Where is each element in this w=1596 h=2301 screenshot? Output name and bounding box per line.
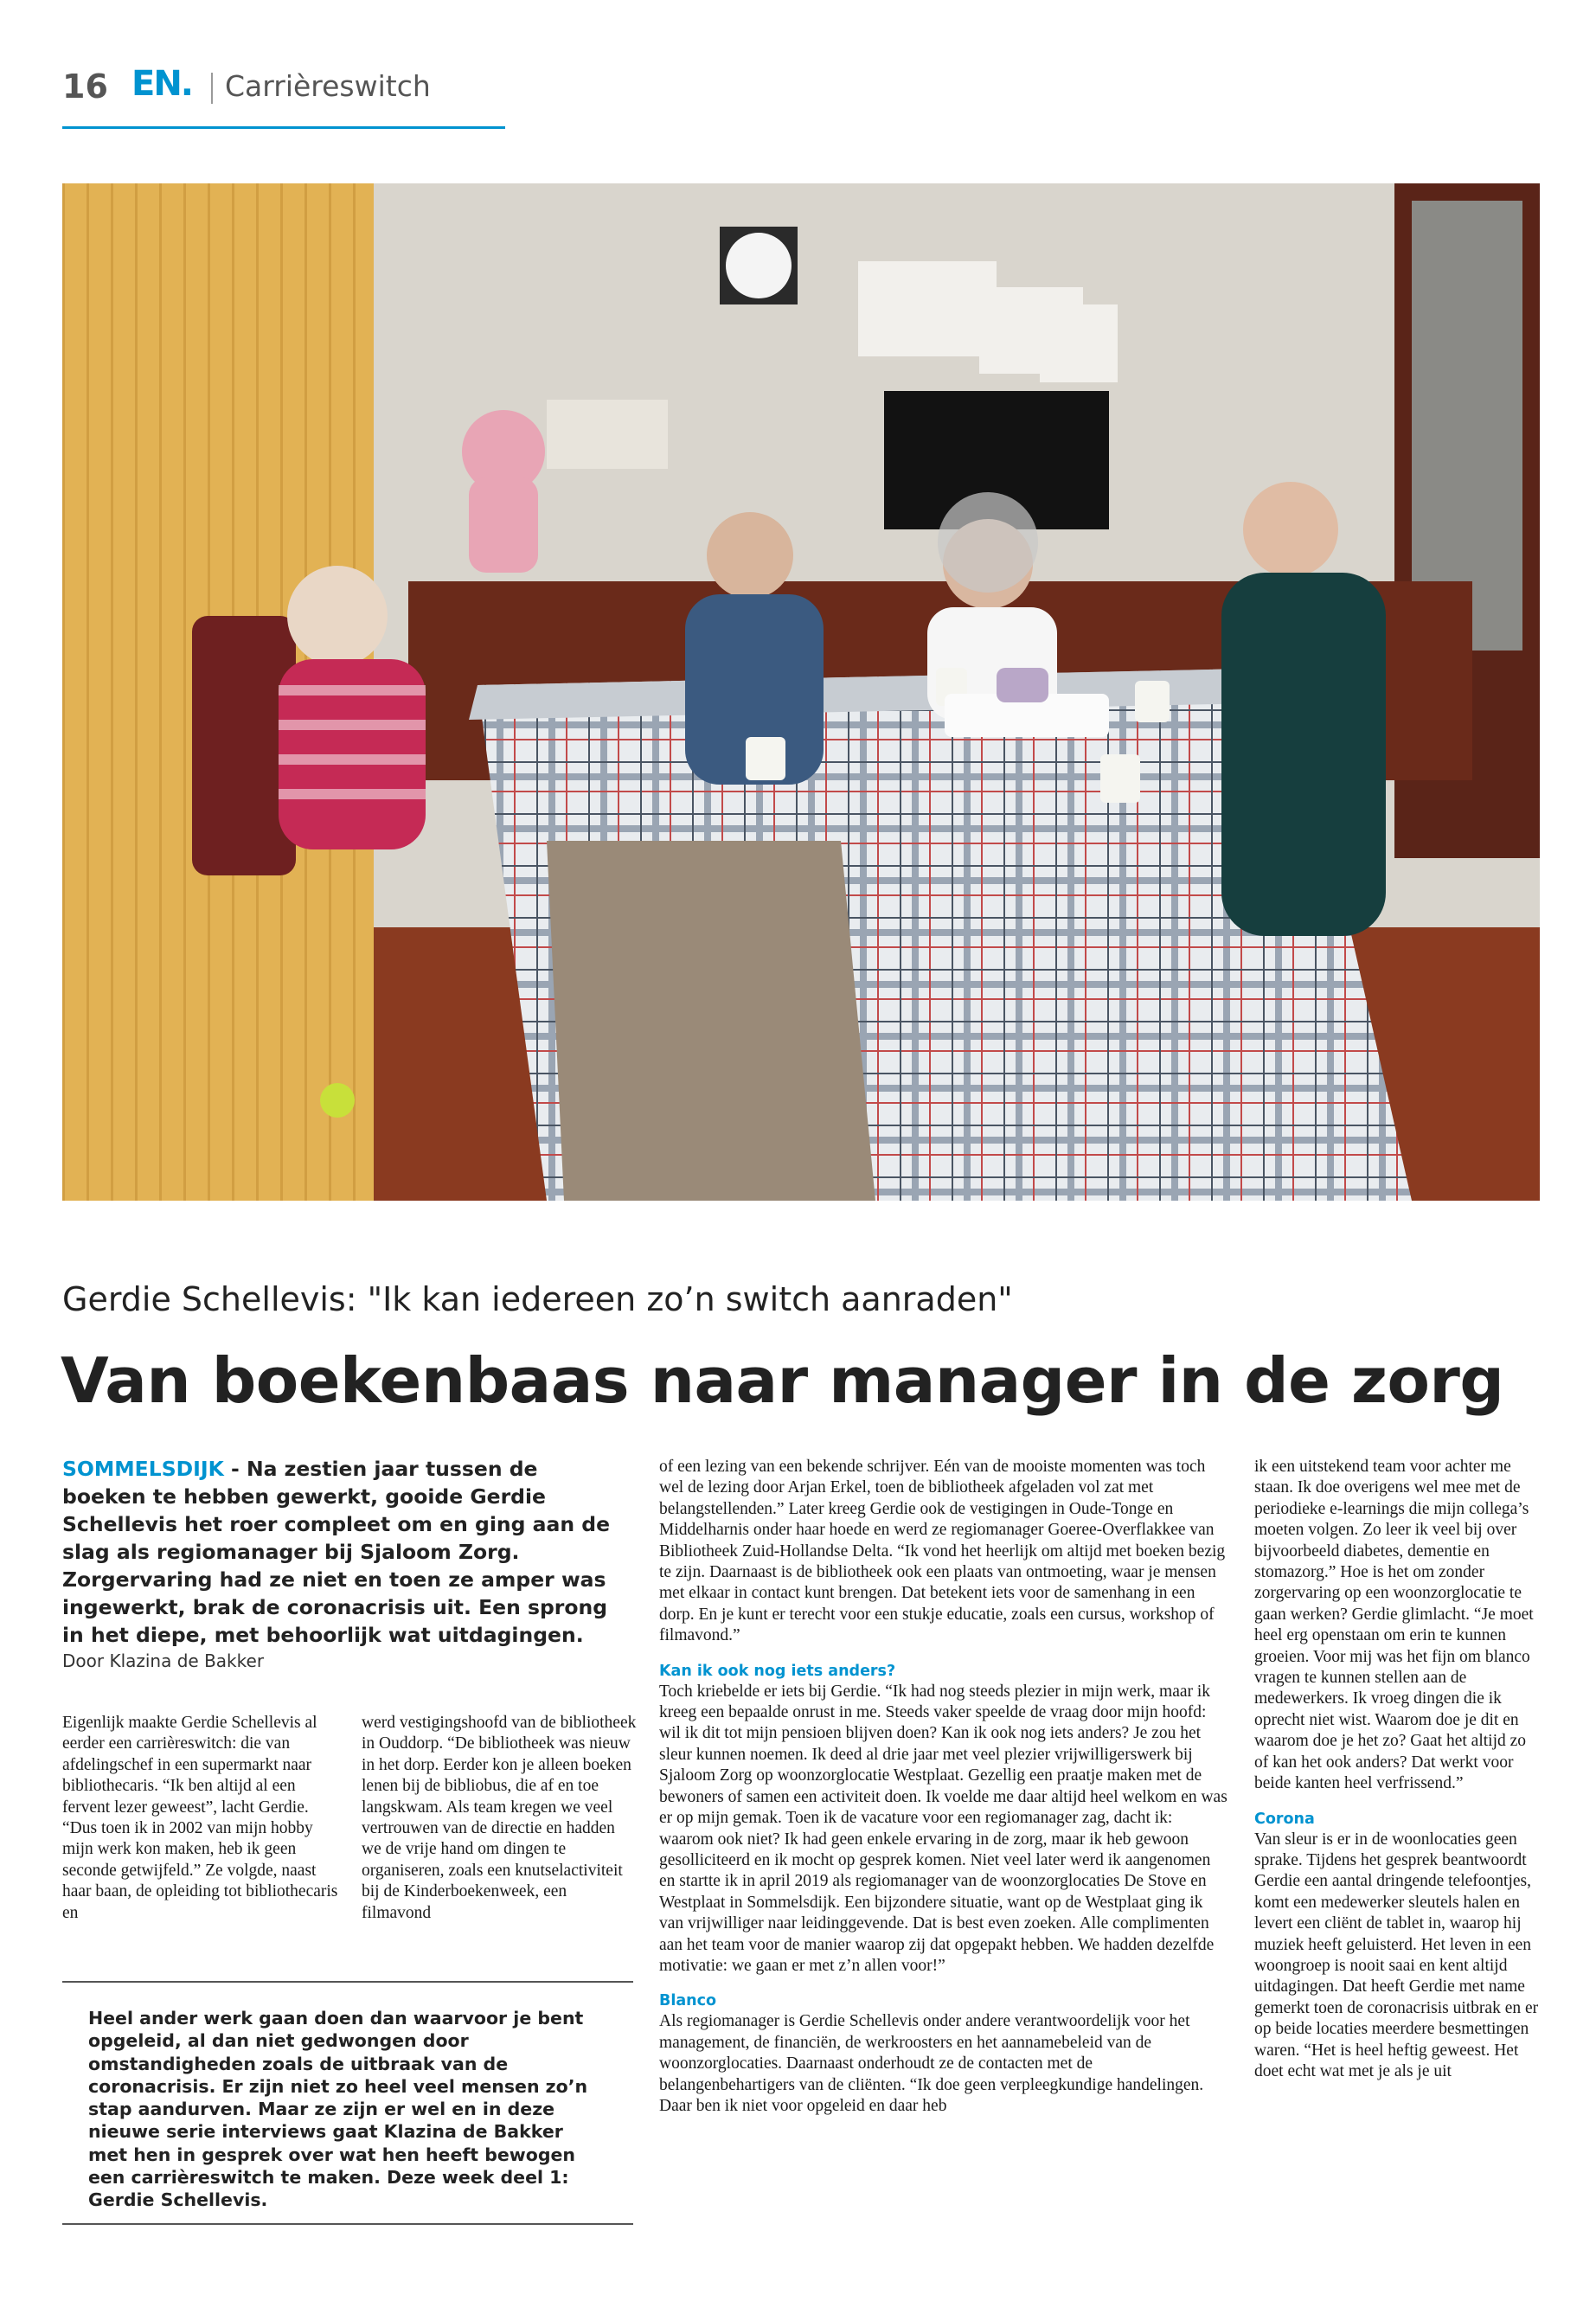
byline: Door Klazina de Bakker xyxy=(62,1650,265,1671)
box-rule-top xyxy=(62,1981,633,1983)
lead-place: SOMMELSDIJK xyxy=(62,1457,224,1481)
photo-dining-room-scene xyxy=(62,183,1540,1201)
body-column-1 xyxy=(62,1713,339,1924)
publication-logo: EN. xyxy=(131,64,192,104)
subheading-kan-ik: Kan ik ook nog iets anders? xyxy=(659,1662,896,1680)
subheading-blanco: Blanco xyxy=(659,1992,717,2010)
page-number: 16 xyxy=(62,67,108,106)
header-separator xyxy=(211,73,213,104)
col4-paragraph-1: ik een uitstekend team voor achter me staan. Ik doe overigens wel mee met de periodieke e-learnings die mijn collega’s moeten volgen. Zo leer ik veel bij over bijvoorbeeld diabetes, dementie en stomazorg.” Hoe is het om zonder zorgervaring op een woonzorglocatie te gaan werken? Gerdie glimlacht. “Je moet heel erg openstaan om erin te kunnen groeien. Voor mij was het fijn om blanco vragen te kunnen stellen aan de medewerkers. Ik vroeg dingen die ik oprecht niet wist. Waarom doe je dit en waarom doe je het zo? Gaat het altijd zo of kan het ook anders? Dat werkt voor beide kanten heel verfrissend.” xyxy=(1254,1458,1534,1793)
body-column-4 xyxy=(1254,1457,1540,2082)
col3-paragraph-2: Toch kriebelde er iets bij Gerdie. “Ik had nog steeds plezier in mijn werk, maar ik kreeg een bepaalde onrust in me. Steeds vaker speelde de vraag door mijn hoofd: wil ik dit tot mijn pensioen blijven doen? Kan ik ook nog iets anders? Je zou het sleur kunnen noemen. Ik deed al drie jaar met veel plezier vrijwilligerswerk bij Sjaloom Zorg op woonzorglocatie Westplaat. Gezellig een praatje maken met de bewoners of samen een activiteit doen. Ik voelde me daar altijd heel welkom en was er op mijn gemak. Toen ik de vacature voor een regiomanager zag, dacht ik: waarom ook niet? Ik had geen enkele ervaring in de zorg, maar ik heb gewoon gesolliciteerd en ik mocht op gesprek komen. Niet veel later werd ik aangenomen en startte ik in april 2019 als regiomanager van de woonzorglocaties De Stove en Westplaat in Sommelsdijk. Een bijzondere situatie, want op de Westplaat ging ik van vrijwilliger naar leidinggevende. Dat is best even zoeken. Alle complimenten aan het team voor de manier waarop zij dat opgepakt hebben. We hadden dezelfde motivatie: we gaan er met z’n allen voor!” xyxy=(659,1682,1227,1975)
article-title: Van boekenbaas naar manager in de zorg xyxy=(61,1344,1504,1417)
body-column-3 xyxy=(659,1457,1230,2117)
article-lead xyxy=(62,1455,616,1649)
col1-text: Eigenlijk maakte Gerdie Schellevis al eerder een carrièreswitch: die van afdelingschef in een supermarkt naar bibliothecaris. “Ik ben altijd al een fervent lezer geweest”, lacht Gerdie. “Dus toen ik in 2002 van mijn hobby mijn werk kon maken, heb ik geen seconde getwijfeld.” Ze volgde, naast haar baan, de opleiding tot bibliothecaris en xyxy=(62,1714,338,1922)
section-name: Carrièreswitch xyxy=(225,69,431,103)
article-photo xyxy=(62,183,1540,1201)
article-kicker: Gerdie Schellevis: "Ik kan iedereen zo’n switch aanraden" xyxy=(62,1280,1013,1318)
col3-paragraph-1: of een lezing van een bekende schrijver. Eén van de mooiste momenten was toch wel de lezing door Arjan Erkel, toen de bibliotheek afgeladen vol zat met belangstellenden.” Later kreeg Gerdie ook de vestigingen in Oude-Tonge en Middelharnis onder haar hoede en werd ze regiomanager Goeree-Overflakkee van Bibliotheek Zuid-Hollandse Delta. “Ik vond het heerlijk om altijd met boeken bezig te zijn. Daarnaast is de bibliotheek ook een plaats van ontmoeting, waar je mensen met elkaar in contact kunt brengen. Dat betekent iets voor de samenhang in een dorp. En je kunt er terecht voor een stukje educatie, zoals een cursus, workshop of filmavond.” xyxy=(659,1458,1226,1645)
col4-paragraph-2: Van sleur is er in de woonlocaties geen sprake. Tijdens het gesprek beantwoordt Gerdie een aantal dringende telefoontjes, komt een medewerker sleutels halen en levert een cliënt de tablet in, waarop hij muziek heeft geluisterd. Het leven in een woongroep is nooit saai en kent altijd uitdagingen. Dat heeft Gerdie met name gemerkt toen de coronacrisis uitbrak en er op beide locaties meerdere besmettingen waren. “Het is heel heftig geweest. Het doet echt wat met je als je uit xyxy=(1254,1830,1539,2080)
subheading-corona: Corona xyxy=(1254,1810,1315,1828)
box-rule-bottom xyxy=(62,2223,633,2225)
body-column-2 xyxy=(362,1713,638,1924)
series-intro-box: Heel ander werk gaan doen dan waarvoor je bent opgeleid, al dan niet gedwongen door omstandigheden zoals de uitbraak van de coronacrisis. Er zijn niet zo heel veel mensen zo’n stap aandurven. Maar ze zijn er wel en in deze nieuwe serie interviews gaat Klazina de Bakker met hen in gesprek over wat hen heeft bewogen een carrièreswitch te maken. Deze week deel 1: Gerdie Schellevis. xyxy=(88,2008,588,2211)
header-rule xyxy=(62,126,505,129)
col2-text: werd vestigingshoofd van de bibliotheek in Ouddorp. “De bibliotheek was nieuw in het dorp. Eerder kon je alleen boeken lenen bij de bibliobus, die af en toe langskwam. Als team kregen we veel vertrouwen van de directie en hadden we de vrije hand om dingen te organiseren, zoals een knutselactiviteit bij de Kinderboekenweek, een filmavond xyxy=(362,1714,637,1922)
lead-text: - Na zestien jaar tussen de boeken te hebben gewerkt, gooide Gerdie Schellevis het roer compleet om en ging aan de slag als regiomanager bij Sjaloom Zorg. Zorgervaring had ze niet en toen ze amper was ingewerkt, brak de coronacrisis uit. Een sprong in het diepe, met behoorlijk wat uitdagingen. xyxy=(62,1457,611,1647)
col3-paragraph-3: Als regiomanager is Gerdie Schellevis onder andere verantwoordelijk voor het management, de financiën, de werkroosters en het aannamebeleid van de woonzorglocaties. Daarnaast onderhoudt ze de contacten met de belangenbehartigers van de cliënten. “Ik doe geen verpleegkundige handelingen. Daar ben ik niet voor opgeleid en daar heb xyxy=(659,2012,1204,2115)
